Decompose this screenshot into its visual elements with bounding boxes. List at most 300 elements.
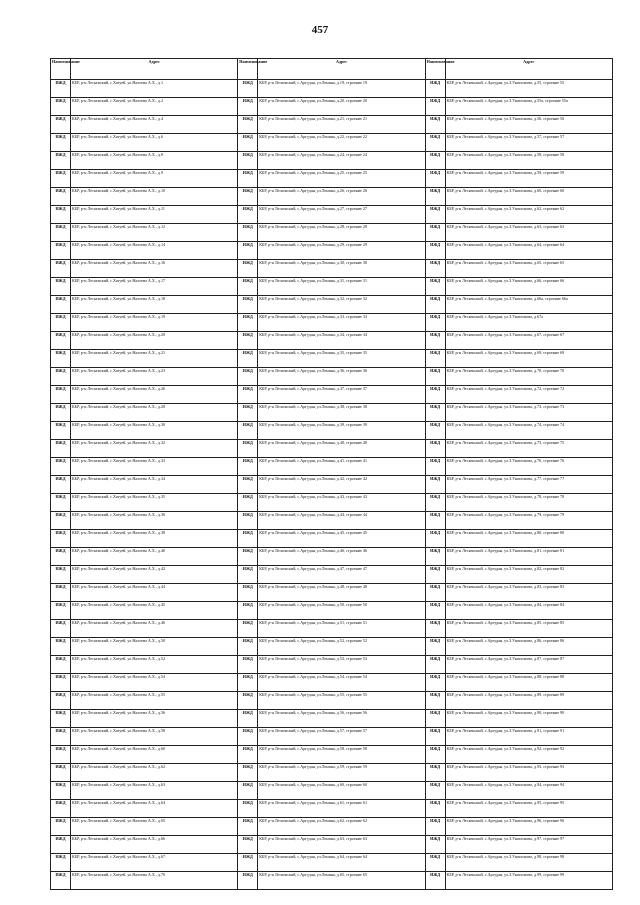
table-row	[51, 620, 613, 638]
cell-address-1: КБР, р-н Лескенский, с.Хатуей, ул.Налоева А.Х., д.36	[71, 512, 238, 530]
cell-address-3: КБР, р-н Лескенский, с.Аргудан, ул.З.Унатлокова, д.79, строение 79	[445, 512, 612, 530]
cell-name-3: ИЖД	[425, 314, 445, 332]
cell-address-2: КБР, р-н Лескенский, с.Аргудан, ул.Ленина, д.45, строение 45	[258, 530, 425, 548]
cell-address-1: КБР, р-н Лескенский, с.Хатуей, ул.Налоева А.Х., д.45	[71, 602, 238, 620]
cell-address-2: КБР, р-н Лескенский, с.Аргудан, ул.Ленина, д.65, строение 65	[258, 872, 425, 890]
cell-name-1: ИЖД	[51, 134, 71, 152]
table-row	[51, 404, 613, 422]
cell-name-1: ИЖД	[51, 440, 71, 458]
cell-address-2: КБР, р-н Лескенский, с.Аргудан, ул.Ленина, д.31, строение 31	[258, 278, 425, 296]
cell-address-2: КБР, р-н Лескенский, с.Аргудан, ул.Ленина, д.63, строение 63	[258, 836, 425, 854]
cell-name-1: ИЖД	[51, 692, 71, 710]
cell-name-3: ИЖД	[425, 440, 445, 458]
cell-address-3: КБР, р-н Лескенский, с.Аргудан, ул.З.Унатлокова, д.55а, строение 55а	[445, 98, 612, 116]
cell-name-2: ИЖД	[238, 296, 258, 314]
cell-address-1: КБР, р-н Лескенский, с.Хатуей, ул.Налоева А.Х., д.38	[71, 530, 238, 548]
header-address-1: Адрес	[71, 59, 238, 80]
cell-address-1: КБР, р-н Лескенский, с.Хатуей, ул.Налоева А.Х., д.9	[71, 170, 238, 188]
cell-name-2: ИЖД	[238, 458, 258, 476]
cell-name-2: ИЖД	[238, 548, 258, 566]
header-name-2: Наименование	[238, 59, 258, 80]
table-header-row	[51, 59, 613, 80]
cell-address-2: КБР, р-н Лескенский, с.Аргудан, ул.Ленина, д.56, строение 56	[258, 710, 425, 728]
header-name-1: Наименование	[51, 59, 71, 80]
cell-name-2: ИЖД	[238, 638, 258, 656]
cell-name-3: ИЖД	[425, 332, 445, 350]
cell-address-1: КБР, р-н Лескенский, с.Хатуей, ул.Налоева А.Х., д.26	[71, 386, 238, 404]
cell-name-3: ИЖД	[425, 422, 445, 440]
cell-address-2: КБР, р-н Лескенский, с.Аргудан, ул.Ленина, д.22, строение 22	[258, 134, 425, 152]
cell-address-3: КБР, р-н Лескенский, с.Аргудан, ул.З.Унатлокова, д.85, строение 85	[445, 620, 612, 638]
cell-name-2: ИЖД	[238, 674, 258, 692]
cell-name-2: ИЖД	[238, 530, 258, 548]
cell-name-1: ИЖД	[51, 710, 71, 728]
cell-name-3: ИЖД	[425, 404, 445, 422]
cell-name-2: ИЖД	[238, 350, 258, 368]
cell-name-3: ИЖД	[425, 350, 445, 368]
table-row	[51, 854, 613, 872]
cell-address-1: КБР, р-н Лескенский, с.Хатуей, ул.Налоева А.Х., д.28	[71, 404, 238, 422]
cell-address-3: КБР, р-н Лескенский, с.Аргудан, ул.З.Унатлокова, д.87, строение 87	[445, 656, 612, 674]
cell-name-1: ИЖД	[51, 602, 71, 620]
cell-address-3: КБР, р-н Лескенский, с.Аргудан, ул.З.Унатлокова, д.91, строение 91	[445, 728, 612, 746]
cell-address-2: КБР, р-н Лескенский, с.Аргудан, ул.Ленина, д.35, строение 35	[258, 350, 425, 368]
cell-address-2: КБР, р-н Лескенский, с.Аргудан, ул.Ленина, д.40, строение 40	[258, 440, 425, 458]
cell-address-2: КБР, р-н Лескенский, с.Аргудан, ул.Ленина, д.55, строение 55	[258, 692, 425, 710]
cell-name-1: ИЖД	[51, 872, 71, 890]
cell-name-2: ИЖД	[238, 476, 258, 494]
cell-address-1: КБР, р-н Лескенский, с.Хатуей, ул.Налоева А.Х., д.40	[71, 548, 238, 566]
cell-address-2: КБР, р-н Лескенский, с.Аргудан, ул.Ленина, д.60, строение 60	[258, 782, 425, 800]
cell-address-3: КБР, р-н Лескенский, с.Аргудан, ул.З.Унатлокова, д.67а	[445, 314, 612, 332]
table-row	[51, 170, 613, 188]
cell-name-2: ИЖД	[238, 80, 258, 98]
cell-address-1: КБР, р-н Лескенский, с.Хатуей, ул.Налоева А.Х., д.32	[71, 440, 238, 458]
cell-name-1: ИЖД	[51, 782, 71, 800]
cell-name-3: ИЖД	[425, 548, 445, 566]
cell-address-1: КБР, р-н Лескенский, с.Хатуей, ул.Налоева А.Х., д.60	[71, 746, 238, 764]
cell-name-1: ИЖД	[51, 98, 71, 116]
table-row	[51, 224, 613, 242]
cell-name-2: ИЖД	[238, 764, 258, 782]
table-row	[51, 602, 613, 620]
cell-name-3: ИЖД	[425, 656, 445, 674]
cell-address-1: КБР, р-н Лескенский, с.Хатуей, ул.Налоева А.Х., д.4	[71, 116, 238, 134]
table-row	[51, 98, 613, 116]
cell-name-3: ИЖД	[425, 278, 445, 296]
cell-address-2: КБР, р-н Лескенский, с.Аргудан, ул.Ленина, д.53, строение 53	[258, 656, 425, 674]
header-address-2: Адрес	[258, 59, 425, 80]
cell-address-1: КБР, р-н Лескенский, с.Хатуей, ул.Налоева А.Х., д.52	[71, 656, 238, 674]
table-row	[51, 782, 613, 800]
cell-address-1: КБР, р-н Лескенский, с.Хатуей, ул.Налоева А.Х., д.35	[71, 494, 238, 512]
cell-name-1: ИЖД	[51, 422, 71, 440]
table-row	[51, 188, 613, 206]
cell-address-1: КБР, р-н Лескенский, с.Хатуей, ул.Налоева А.Х., д.50	[71, 638, 238, 656]
cell-name-2: ИЖД	[238, 620, 258, 638]
cell-name-1: ИЖД	[51, 458, 71, 476]
cell-name-3: ИЖД	[425, 368, 445, 386]
cell-address-2: КБР, р-н Лескенский, с.Аргудан, ул.Ленина, д.64, строение 64	[258, 854, 425, 872]
cell-address-2: КБР, р-н Лескенский, с.Аргудан, ул.Ленина, д.34, строение 34	[258, 332, 425, 350]
cell-name-2: ИЖД	[238, 440, 258, 458]
cell-name-1: ИЖД	[51, 224, 71, 242]
table-row	[51, 332, 613, 350]
cell-name-3: ИЖД	[425, 242, 445, 260]
table-row	[51, 152, 613, 170]
cell-name-3: ИЖД	[425, 746, 445, 764]
cell-address-1: КБР, р-н Лескенский, с.Хатуей, ул.Налоева А.Х., д.66	[71, 836, 238, 854]
cell-name-3: ИЖД	[425, 98, 445, 116]
cell-address-1: КБР, р-н Лескенский, с.Хатуей, ул.Налоева А.Х., д.30	[71, 422, 238, 440]
cell-name-1: ИЖД	[51, 764, 71, 782]
cell-name-3: ИЖД	[425, 116, 445, 134]
cell-address-3: КБР, р-н Лескенский, с.Аргудан, ул.З.Унатлокова, д.69, строение 69	[445, 350, 612, 368]
cell-name-2: ИЖД	[238, 710, 258, 728]
cell-name-1: ИЖД	[51, 314, 71, 332]
cell-address-1: КБР, р-н Лескенский, с.Хатуей, ул.Налоева А.Х., д.46	[71, 620, 238, 638]
cell-name-3: ИЖД	[425, 566, 445, 584]
cell-name-2: ИЖД	[238, 332, 258, 350]
table-row	[51, 350, 613, 368]
cell-name-1: ИЖД	[51, 368, 71, 386]
cell-name-3: ИЖД	[425, 134, 445, 152]
table-row	[51, 242, 613, 260]
cell-address-1: КБР, р-н Лескенский, с.Хатуей, ул.Налоева А.Х., д.62	[71, 764, 238, 782]
cell-name-3: ИЖД	[425, 854, 445, 872]
cell-address-2: КБР, р-н Лескенский, с.Аргудан, ул.Ленина, д.61, строение 61	[258, 800, 425, 818]
table-row	[51, 584, 613, 602]
cell-address-3: КБР, р-н Лескенский, с.Аргудан, ул.З.Унатлокова, д.75, строение 75	[445, 440, 612, 458]
cell-address-2: КБР, р-н Лескенский, с.Аргудан, ул.Ленина, д.46, строение 46	[258, 548, 425, 566]
cell-address-3: КБР, р-н Лескенский, с.Аргудан, ул.З.Унатлокова, д.57, строение 57	[445, 134, 612, 152]
table-row	[51, 440, 613, 458]
table-row	[51, 800, 613, 818]
cell-name-2: ИЖД	[238, 314, 258, 332]
cell-address-2: КБР, р-н Лескенский, с.Аргудан, ул.Ленина, д.30, строение 30	[258, 260, 425, 278]
cell-address-2: КБР, р-н Лескенский, с.Аргудан, ул.Ленина, д.47, строение 47	[258, 566, 425, 584]
cell-name-2: ИЖД	[238, 116, 258, 134]
cell-name-2: ИЖД	[238, 584, 258, 602]
cell-name-1: ИЖД	[51, 278, 71, 296]
table-row	[51, 512, 613, 530]
table-row	[51, 872, 613, 890]
cell-address-2: КБР, р-н Лескенский, с.Аргудан, ул.Ленина, д.58, строение 58	[258, 746, 425, 764]
cell-address-1: КБР, р-н Лескенский, с.Хатуей, ул.Налоева А.Х., д.44	[71, 584, 238, 602]
cell-address-2: КБР, р-н Лескенский, с.Аргудан, ул.Ленина, д.26, строение 26	[258, 188, 425, 206]
cell-name-1: ИЖД	[51, 530, 71, 548]
cell-address-2: КБР, р-н Лескенский, с.Аргудан, ул.Ленина, д.43, строение 43	[258, 494, 425, 512]
cell-name-3: ИЖД	[425, 80, 445, 98]
cell-name-3: ИЖД	[425, 710, 445, 728]
table-row	[51, 476, 613, 494]
cell-name-3: ИЖД	[425, 800, 445, 818]
cell-name-3: ИЖД	[425, 638, 445, 656]
cell-name-2: ИЖД	[238, 368, 258, 386]
header-address-3: Адрес	[445, 59, 612, 80]
cell-address-3: КБР, р-н Лескенский, с.Аргудан, ул.З.Унатлокова, д.70, строение 70	[445, 368, 612, 386]
cell-address-3: КБР, р-н Лескенский, с.Аргудан, ул.З.Унатлокова, д.62, строение 62	[445, 206, 612, 224]
cell-address-3: КБР, р-н Лескенский, с.Аргудан, ул.З.Унатлокова, д.92, строение 92	[445, 746, 612, 764]
cell-address-3: КБР, р-н Лескенский, с.Аргудан, ул.З.Унатлокова, д.64, строение 64	[445, 242, 612, 260]
cell-address-1: КБР, р-н Лескенский, с.Хатуей, ул.Налоева А.Х., д.55	[71, 692, 238, 710]
cell-address-1: КБР, р-н Лескенский, с.Хатуей, ул.Налоева А.Х., д.2	[71, 98, 238, 116]
cell-address-1: КБР, р-н Лескенский, с.Хатуей, ул.Налоева А.Х., д.67	[71, 854, 238, 872]
cell-address-3: КБР, р-н Лескенский, с.Аргудан, ул.З.Унатлокова, д.77, строение 77	[445, 476, 612, 494]
cell-address-2: КБР, р-н Лескенский, с.Аргудан, ул.Ленина, д.25, строение 25	[258, 170, 425, 188]
table-row	[51, 764, 613, 782]
cell-address-2: КБР, р-н Лескенский, с.Аргудан, ул.Ленина, д.37, строение 37	[258, 386, 425, 404]
table-row	[51, 746, 613, 764]
cell-name-3: ИЖД	[425, 386, 445, 404]
cell-address-3: КБР, р-н Лескенский, с.Аргудан, ул.З.Унатлокова, д.97, строение 97	[445, 836, 612, 854]
table-row	[51, 818, 613, 836]
cell-address-2: КБР, р-н Лескенский, с.Аргудан, ул.Ленина, д.29, строение 29	[258, 242, 425, 260]
cell-name-1: ИЖД	[51, 170, 71, 188]
cell-address-2: КБР, р-н Лескенский, с.Аргудан, ул.Ленина, д.32, строение 32	[258, 296, 425, 314]
cell-name-2: ИЖД	[238, 404, 258, 422]
cell-address-3: КБР, р-н Лескенский, с.Аргудан, ул.З.Унатлокова, д.90, строение 90	[445, 710, 612, 728]
cell-address-3: КБР, р-н Лескенский, с.Аргудан, ул.З.Унатлокова, д.67, строение 67	[445, 332, 612, 350]
cell-address-3: КБР, р-н Лескенский, с.Аргудан, ул.З.Унатлокова, д.63, строение 63	[445, 224, 612, 242]
cell-address-2: КБР, р-н Лескенский, с.Аргудан, ул.Ленина, д.27, строение 27	[258, 206, 425, 224]
table-row	[51, 710, 613, 728]
cell-address-3: КБР, р-н Лескенский, с.Аргудан, ул.З.Унатлокова, д.66а, строение 66а	[445, 296, 612, 314]
page-number: 457	[311, 24, 329, 36]
cell-address-1: КБР, р-н Лескенский, с.Хатуей, ул.Налоева А.Х., д.54	[71, 674, 238, 692]
cell-name-1: ИЖД	[51, 584, 71, 602]
cell-name-2: ИЖД	[238, 512, 258, 530]
cell-name-1: ИЖД	[51, 332, 71, 350]
cell-name-1: ИЖД	[51, 404, 71, 422]
cell-address-1: КБР, р-н Лескенский, с.Хатуей, ул.Налоева А.Х., д.34	[71, 476, 238, 494]
cell-name-3: ИЖД	[425, 476, 445, 494]
cell-name-1: ИЖД	[51, 80, 71, 98]
table-row	[51, 422, 613, 440]
cell-name-1: ИЖД	[51, 656, 71, 674]
cell-name-3: ИЖД	[425, 458, 445, 476]
cell-name-1: ИЖД	[51, 836, 71, 854]
cell-address-2: КБР, р-н Лескенский, с.Аргудан, ул.Ленина, д.51, строение 51	[258, 620, 425, 638]
cell-name-1: ИЖД	[51, 638, 71, 656]
table-row	[51, 836, 613, 854]
cell-name-3: ИЖД	[425, 224, 445, 242]
table-row	[51, 278, 613, 296]
cell-name-1: ИЖД	[51, 242, 71, 260]
cell-address-1: КБР, р-н Лескенский, с.Хатуей, ул.Налоева А.Х., д.1	[71, 80, 238, 98]
cell-name-2: ИЖД	[238, 206, 258, 224]
cell-name-3: ИЖД	[425, 260, 445, 278]
cell-address-1: КБР, р-н Лескенский, с.Хатуей, ул.Налоева А.Х., д.8	[71, 152, 238, 170]
cell-address-3: КБР, р-н Лескенский, с.Аргудан, ул.З.Унатлокова, д.55, строение 55	[445, 80, 612, 98]
cell-name-3: ИЖД	[425, 836, 445, 854]
cell-address-3: КБР, р-н Лескенский, с.Аргудан, ул.З.Унатлокова, д.96, строение 96	[445, 818, 612, 836]
table-row	[51, 530, 613, 548]
table-row	[51, 260, 613, 278]
cell-name-3: ИЖД	[425, 296, 445, 314]
cell-address-2: КБР, р-н Лескенский, с.Аргудан, ул.Ленина, д.39, строение 39	[258, 422, 425, 440]
cell-name-2: ИЖД	[238, 800, 258, 818]
cell-address-3: КБР, р-н Лескенский, с.Аргудан, ул.З.Унатлокова, д.59, строение 59	[445, 170, 612, 188]
cell-address-2: КБР, р-н Лескенский, с.Аргудан, ул.Ленина, д.20, строение 20	[258, 98, 425, 116]
cell-address-1: КБР, р-н Лескенский, с.Хатуей, ул.Налоева А.Х., д.64	[71, 800, 238, 818]
cell-address-2: КБР, р-н Лескенский, с.Аргудан, ул.Ленина, д.36, строение 36	[258, 368, 425, 386]
table-row	[51, 368, 613, 386]
cell-address-2: КБР, р-н Лескенский, с.Аргудан, ул.Ленина, д.41, строение 41	[258, 458, 425, 476]
cell-address-3: КБР, р-н Лескенский, с.Аргудан, ул.З.Унатлокова, д.88, строение 88	[445, 674, 612, 692]
cell-name-1: ИЖД	[51, 188, 71, 206]
cell-address-2: КБР, р-н Лескенский, с.Аргудан, ул.Ленина, д.21, строение 21	[258, 116, 425, 134]
cell-name-2: ИЖД	[238, 386, 258, 404]
cell-address-3: КБР, р-н Лескенский, с.Аргудан, ул.З.Унатлокова, д.56, строение 56	[445, 116, 612, 134]
cell-name-3: ИЖД	[425, 782, 445, 800]
cell-name-2: ИЖД	[238, 566, 258, 584]
cell-address-3: КБР, р-н Лескенский, с.Аргудан, ул.З.Унатлокова, д.73, строение 73	[445, 404, 612, 422]
cell-name-2: ИЖД	[238, 170, 258, 188]
cell-name-2: ИЖД	[238, 224, 258, 242]
cell-name-1: ИЖД	[51, 476, 71, 494]
table-row	[51, 548, 613, 566]
cell-name-2: ИЖД	[238, 656, 258, 674]
cell-name-1: ИЖД	[51, 818, 71, 836]
table-row	[51, 728, 613, 746]
cell-name-1: ИЖД	[51, 620, 71, 638]
cell-address-3: КБР, р-н Лескенский, с.Аргудан, ул.З.Унатлокова, д.65, строение 65	[445, 260, 612, 278]
cell-address-3: КБР, р-н Лескенский, с.Аргудан, ул.З.Унатлокова, д.99, строение 99	[445, 872, 612, 890]
cell-address-1: КБР, р-н Лескенский, с.Хатуей, ул.Налоева А.Х., д.16	[71, 260, 238, 278]
cell-name-2: ИЖД	[238, 602, 258, 620]
cell-name-3: ИЖД	[425, 872, 445, 890]
cell-name-3: ИЖД	[425, 584, 445, 602]
table-row	[51, 80, 613, 98]
table-row	[51, 494, 613, 512]
cell-address-2: КБР, р-н Лескенский, с.Аргудан, ул.Ленина, д.42, строение 42	[258, 476, 425, 494]
cell-address-1: КБР, р-н Лескенский, с.Хатуей, ул.Налоева А.Х., д.18	[71, 296, 238, 314]
cell-address-1: КБР, р-н Лескенский, с.Хатуей, ул.Налоева А.Х., д.42	[71, 566, 238, 584]
cell-name-2: ИЖД	[238, 260, 258, 278]
cell-address-1: КБР, р-н Лескенский, с.Хатуей, ул.Налоева А.Х., д.19	[71, 314, 238, 332]
cell-name-1: ИЖД	[51, 512, 71, 530]
cell-name-2: ИЖД	[238, 278, 258, 296]
cell-address-3: КБР, р-н Лескенский, с.Аргудан, ул.З.Унатлокова, д.95, строение 95	[445, 800, 612, 818]
cell-name-1: ИЖД	[51, 152, 71, 170]
table-row	[51, 458, 613, 476]
table-row	[51, 116, 613, 134]
table-row	[51, 314, 613, 332]
cell-address-1: КБР, р-н Лескенский, с.Хатуей, ул.Налоева А.Х., д.65	[71, 818, 238, 836]
table-row	[51, 206, 613, 224]
cell-address-1: КБР, р-н Лескенский, с.Хатуей, ул.Налоева А.Х., д.70	[71, 872, 238, 890]
cell-name-3: ИЖД	[425, 494, 445, 512]
cell-name-2: ИЖД	[238, 242, 258, 260]
cell-name-1: ИЖД	[51, 728, 71, 746]
cell-name-1: ИЖД	[51, 206, 71, 224]
cell-name-3: ИЖД	[425, 152, 445, 170]
cell-name-3: ИЖД	[425, 674, 445, 692]
cell-address-3: КБР, р-н Лескенский, с.Аргудан, ул.З.Унатлокова, д.80, строение 80	[445, 530, 612, 548]
cell-address-1: КБР, р-н Лескенский, с.Хатуей, ул.Налоева А.Х., д.17	[71, 278, 238, 296]
cell-address-1: КБР, р-н Лескенский, с.Хатуей, ул.Налоева А.Х., д.63	[71, 782, 238, 800]
cell-address-2: КБР, р-н Лескенский, с.Аргудан, ул.Ленина, д.28, строение 28	[258, 224, 425, 242]
cell-name-1: ИЖД	[51, 674, 71, 692]
cell-address-2: КБР, р-н Лескенский, с.Аргудан, ул.Ленина, д.54, строение 54	[258, 674, 425, 692]
cell-name-1: ИЖД	[51, 566, 71, 584]
cell-address-1: КБР, р-н Лескенский, с.Хатуей, ул.Налоева А.Х., д.21	[71, 350, 238, 368]
cell-name-1: ИЖД	[51, 854, 71, 872]
cell-address-1: КБР, р-н Лескенский, с.Хатуей, ул.Налоева А.Х., д.23	[71, 368, 238, 386]
cell-address-2: КБР, р-н Лескенский, с.Аргудан, ул.Ленина, д.38, строение 38	[258, 404, 425, 422]
cell-address-1: КБР, р-н Лескенский, с.Хатуей, ул.Налоева А.Х., д.56	[71, 710, 238, 728]
cell-name-3: ИЖД	[425, 602, 445, 620]
cell-address-2: КБР, р-н Лескенский, с.Аргудан, ул.Ленина, д.44, строение 44	[258, 512, 425, 530]
cell-name-1: ИЖД	[51, 548, 71, 566]
cell-name-2: ИЖД	[238, 98, 258, 116]
table-row	[51, 566, 613, 584]
cell-address-2: КБР, р-н Лескенский, с.Аргудан, ул.Ленина, д.33, строение 33	[258, 314, 425, 332]
cell-address-2: КБР, р-н Лескенский, с.Аргудан, ул.Ленина, д.48, строение 48	[258, 584, 425, 602]
cell-address-2: КБР, р-н Лескенский, с.Аргудан, ул.Ленина, д.57, строение 57	[258, 728, 425, 746]
cell-address-1: КБР, р-н Лескенский, с.Хатуей, ул.Налоева А.Х., д.6	[71, 134, 238, 152]
cell-name-1: ИЖД	[51, 350, 71, 368]
cell-address-2: КБР, р-н Лескенский, с.Аргудан, ул.Ленина, д.19, строение 19	[258, 80, 425, 98]
cell-address-2: КБР, р-н Лескенский, с.Аргудан, ул.Ленина, д.24, строение 24	[258, 152, 425, 170]
cell-name-3: ИЖД	[425, 764, 445, 782]
cell-address-3: КБР, р-н Лескенский, с.Аргудан, ул.З.Унатлокова, д.84, строение 84	[445, 602, 612, 620]
cell-name-1: ИЖД	[51, 296, 71, 314]
table-row	[51, 296, 613, 314]
cell-name-3: ИЖД	[425, 818, 445, 836]
table-row	[51, 134, 613, 152]
cell-address-1: КБР, р-н Лескенский, с.Хатуей, ул.Налоева А.Х., д.12	[71, 224, 238, 242]
cell-name-3: ИЖД	[425, 692, 445, 710]
cell-name-2: ИЖД	[238, 818, 258, 836]
cell-name-2: ИЖД	[238, 872, 258, 890]
cell-name-2: ИЖД	[238, 782, 258, 800]
cell-address-1: КБР, р-н Лескенский, с.Хатуей, ул.Налоева А.Х., д.58	[71, 728, 238, 746]
cell-address-3: КБР, р-н Лескенский, с.Аргудан, ул.З.Унатлокова, д.86, строение 86	[445, 638, 612, 656]
cell-name-1: ИЖД	[51, 260, 71, 278]
address-table	[50, 58, 613, 890]
cell-address-3: КБР, р-н Лескенский, с.Аргудан, ул.З.Унатлокова, д.58, строение 58	[445, 152, 612, 170]
cell-name-2: ИЖД	[238, 854, 258, 872]
cell-address-2: КБР, р-н Лескенский, с.Аргудан, ул.Ленина, д.59, строение 59	[258, 764, 425, 782]
cell-name-1: ИЖД	[51, 116, 71, 134]
cell-address-2: КБР, р-н Лескенский, с.Аргудан, ул.Ленина, д.62, строение 62	[258, 818, 425, 836]
cell-name-3: ИЖД	[425, 206, 445, 224]
cell-address-3: КБР, р-н Лескенский, с.Аргудан, ул.З.Унатлокова, д.83, строение 83	[445, 584, 612, 602]
cell-address-2: КБР, р-н Лескенский, с.Аргудан, ул.Ленина, д.50, строение 50	[258, 602, 425, 620]
cell-address-1: КБР, р-н Лескенский, с.Хатуей, ул.Налоева А.Х., д.33	[71, 458, 238, 476]
cell-name-1: ИЖД	[51, 494, 71, 512]
cell-address-3: КБР, р-н Лескенский, с.Аргудан, ул.З.Унатлокова, д.93, строение 93	[445, 764, 612, 782]
cell-address-2: КБР, р-н Лескенский, с.Аргудан, ул.Ленина, д.52, строение 52	[258, 638, 425, 656]
cell-address-3: КБР, р-н Лескенский, с.Аргудан, ул.З.Унатлокова, д.76, строение 76	[445, 458, 612, 476]
table-row	[51, 638, 613, 656]
cell-address-3: КБР, р-н Лескенский, с.Аргудан, ул.З.Унатлокова, д.81, строение 81	[445, 548, 612, 566]
cell-name-3: ИЖД	[425, 620, 445, 638]
cell-name-3: ИЖД	[425, 530, 445, 548]
cell-address-3: КБР, р-н Лескенский, с.Аргудан, ул.З.Унатлокова, д.60, строение 60	[445, 188, 612, 206]
cell-name-2: ИЖД	[238, 746, 258, 764]
cell-name-1: ИЖД	[51, 746, 71, 764]
cell-name-3: ИЖД	[425, 728, 445, 746]
cell-name-2: ИЖД	[238, 494, 258, 512]
cell-name-3: ИЖД	[425, 188, 445, 206]
cell-name-2: ИЖД	[238, 134, 258, 152]
table-row	[51, 692, 613, 710]
cell-address-1: КБР, р-н Лескенский, с.Хатуей, ул.Налоева А.Х., д.14	[71, 242, 238, 260]
cell-address-3: КБР, р-н Лескенский, с.Аргудан, ул.З.Унатлокова, д.66, строение 66	[445, 278, 612, 296]
